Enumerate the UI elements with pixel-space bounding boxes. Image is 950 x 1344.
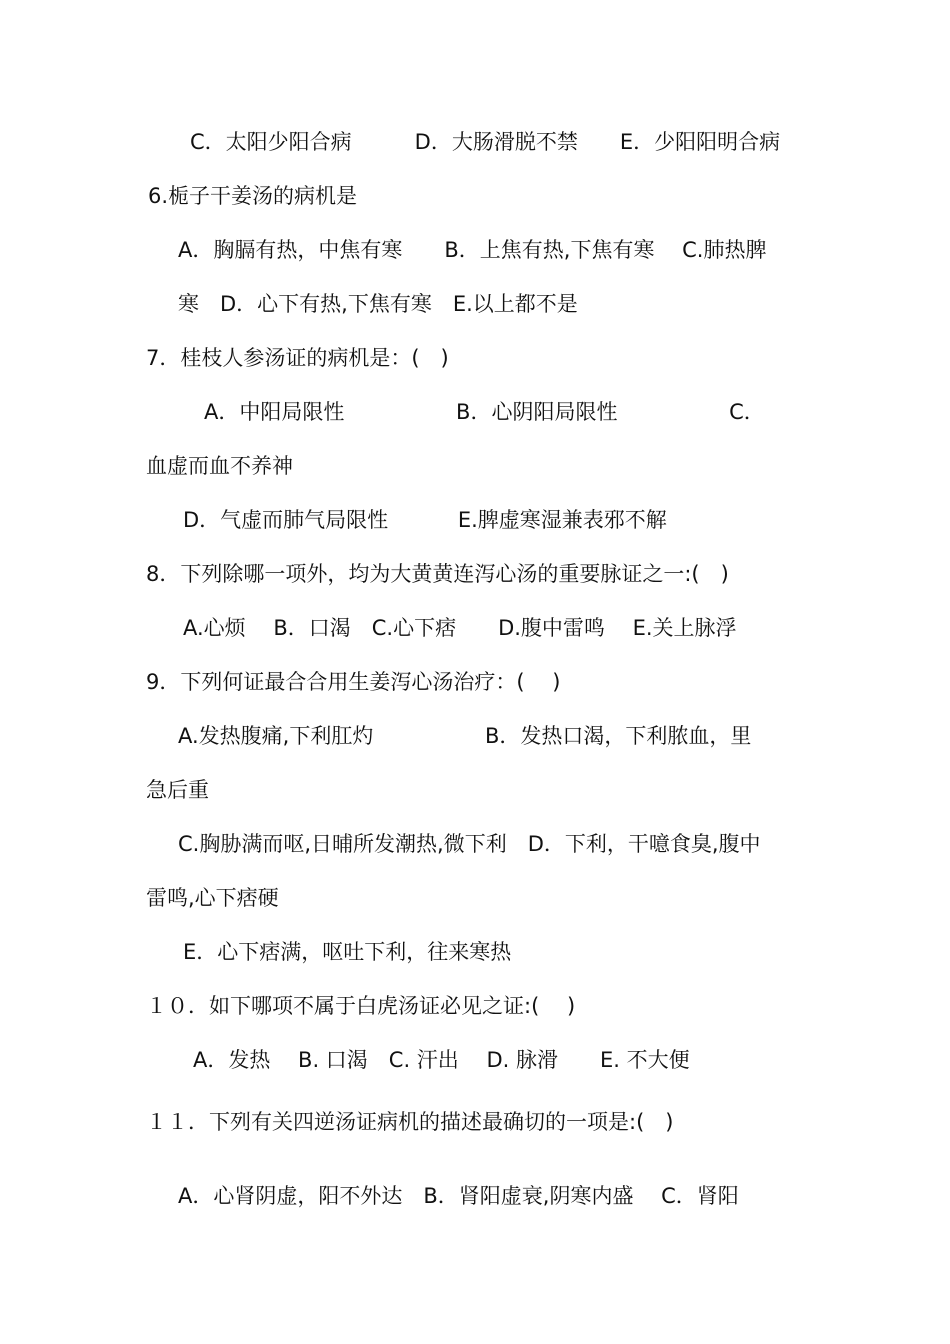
q7-options-line-2: 血虚而血不养神 <box>146 454 293 478</box>
q5-options-line: C．太阳少阳合病 D．大肠滑脱不禁 E．少阳阳明合病 <box>190 130 781 154</box>
q11-question: １１．下列有关四逆汤证病机的描述最确切的一项是:( ) <box>146 1110 674 1134</box>
q9-options-line-4: 雷鸣,心下痞硬 <box>146 886 279 910</box>
q7-question: 7．桂枝人参汤证的病机是：( ) <box>146 346 449 370</box>
q9-options-line-2: 急后重 <box>146 778 209 802</box>
q9-options-line-1: A.发热腹痛,下利肛灼 B．发热口渴，下利脓血，里 <box>178 724 752 748</box>
q6-options-line-2: 寒 D．心下有热,下焦有寒 E.以上都不是 <box>178 292 578 316</box>
q8-question: 8．下列除哪一项外，均为大黄黄连泻心汤的重要脉证之一:( ) <box>146 562 729 586</box>
q9-options-line-3: C.胸胁满而呕,日晡所发潮热,微下利 D．下利，干噫食臭,腹中 <box>178 832 761 856</box>
q6-question: 6.栀子干姜汤的病机是 <box>148 184 358 208</box>
q6-options-line-1: A．胸膈有热，中焦有寒 B．上焦有热,下焦有寒 C.肺热脾 <box>178 238 767 262</box>
q11-options-line-1: A．心肾阴虚，阳不外达 B．肾阳虚衰,阴寒内盛 C．肾阳 <box>178 1184 739 1208</box>
q10-options-line: A．发热 B. 口渴 C. 汗出 D. 脉滑 E. 不大便 <box>193 1048 690 1072</box>
q8-options-line: A.心烦 B．口渴 C.心下痞 D.腹中雷鸣 E.关上脉浮 <box>183 616 737 640</box>
q9-options-line-5: E．心下痞满，呕吐下利，往来寒热 <box>183 940 512 964</box>
q7-options-line-1: A．中阳局限性 B．心阴阳局限性 C． <box>204 400 765 424</box>
q10-question: １０．如下哪项不属于白虎汤证必见之证:( ) <box>146 994 576 1018</box>
q9-question: 9．下列何证最合合用生姜泻心汤治疗：( ) <box>146 670 561 694</box>
q7-options-line-3: D．气虚而肺气局限性 E.脾虚寒湿兼表邪不解 <box>183 508 667 532</box>
